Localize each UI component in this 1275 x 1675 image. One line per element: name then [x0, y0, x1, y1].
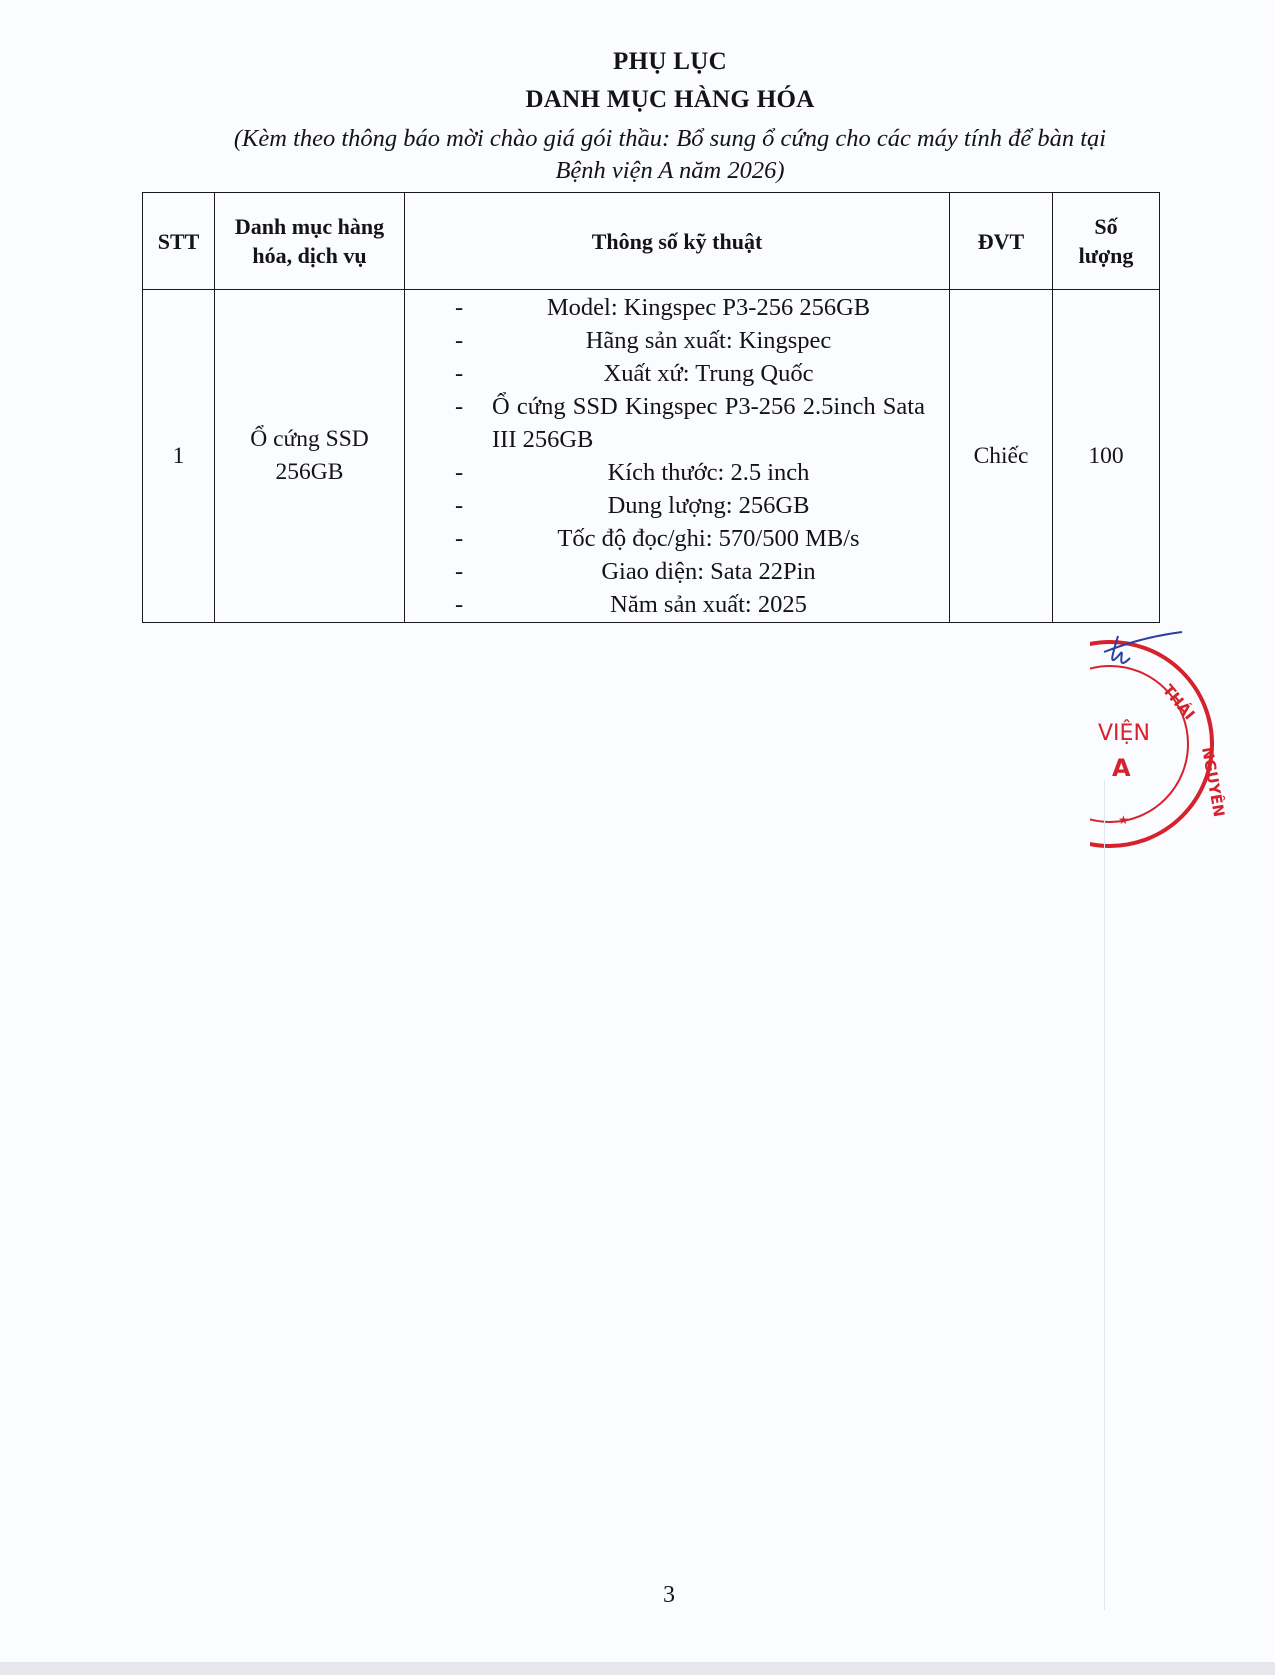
goods-list-title: DANH MỤC HÀNG HÓA [525, 86, 815, 113]
spec-item [405, 555, 925, 588]
spec-item [405, 390, 925, 456]
row-name [215, 290, 405, 623]
spec-model: Model: Kingspec P3-256 256GB [546, 294, 871, 321]
row-name-text [215, 423, 404, 489]
spec-interface: Giao diện: Sata 22Pin [601, 558, 816, 585]
spec-item [405, 291, 925, 324]
bullet-dash: - [455, 558, 464, 585]
seal-star-icon: ★ [1118, 813, 1129, 827]
seal-text-right: NGUYÊN [1198, 745, 1229, 819]
spec-item [405, 588, 925, 621]
spec-speed: Tốc độ đọc/ghi: 570/500 MB/s [557, 525, 860, 552]
header-unit: ĐVT [950, 193, 1053, 290]
bullet-dash: - [455, 393, 464, 420]
spec-description: Ổ cứng SSD Kingspec P3-256 2.5inch Sata III 256GB [492, 393, 925, 453]
row-name-line-2: 256GB [275, 459, 344, 485]
page-number: 3 [663, 1582, 675, 1608]
spec-list [405, 291, 949, 621]
table-row [143, 290, 1160, 623]
seal-text-letter: A [1112, 754, 1131, 782]
header-category [215, 193, 405, 290]
subtitle-line-2: Bệnh viện A năm 2026) [555, 157, 785, 184]
goods-table [142, 192, 1160, 623]
bullet-dash: - [455, 591, 464, 618]
bullet-dash: - [455, 459, 464, 486]
row-unit: Chiếc [950, 290, 1053, 623]
seal-text-top: THÁI [1158, 681, 1199, 724]
spec-year: Năm sản xuất: 2025 [610, 591, 807, 618]
spec-item [405, 357, 925, 390]
header-spec: Thông số kỹ thuật [405, 193, 950, 290]
subtitle-line-1: (Kèm theo thông báo mời chào giá gói thầu: Bổ sung ổ cứng cho các máy tính để bàn tại [233, 125, 1107, 152]
spec-item [405, 456, 925, 489]
spec-item [405, 489, 925, 522]
bullet-dash: - [455, 360, 464, 387]
bullet-dash: - [455, 294, 464, 321]
spec-item [405, 324, 925, 357]
spec-size: Kích thước: 2.5 inch [607, 459, 810, 486]
bullet-dash: - [455, 492, 464, 519]
header-category-label: Danh mục hàng hóa, dịch vụ [234, 214, 385, 268]
table-header-row [143, 193, 1160, 290]
appendix-title: PHỤ LỤC [613, 48, 727, 75]
row-spec [405, 290, 950, 623]
official-seal-icon [1090, 628, 1275, 858]
spec-capacity: Dung lượng: 256GB [607, 492, 810, 519]
document-subtitle [150, 123, 1190, 187]
scan-bottom-edge [0, 1662, 1275, 1675]
row-name-line-1: Ổ cứng SSD [250, 426, 369, 452]
header-stt: STT [143, 193, 215, 290]
spec-manufacturer: Hãng sản xuất: Kingspec [585, 327, 832, 354]
spec-item [405, 522, 925, 555]
bullet-dash: - [455, 525, 464, 552]
spec-origin: Xuất xứ: Trung Quốc [603, 360, 814, 387]
scan-edge-line [1104, 780, 1105, 1610]
bullet-dash: - [455, 327, 464, 354]
row-stt: 1 [143, 290, 215, 623]
header-quantity-label: Số lượng [1078, 214, 1134, 268]
row-quantity: 100 [1053, 290, 1160, 623]
seal-text-center: VIỆN [1098, 721, 1150, 746]
header-quantity [1053, 193, 1160, 290]
